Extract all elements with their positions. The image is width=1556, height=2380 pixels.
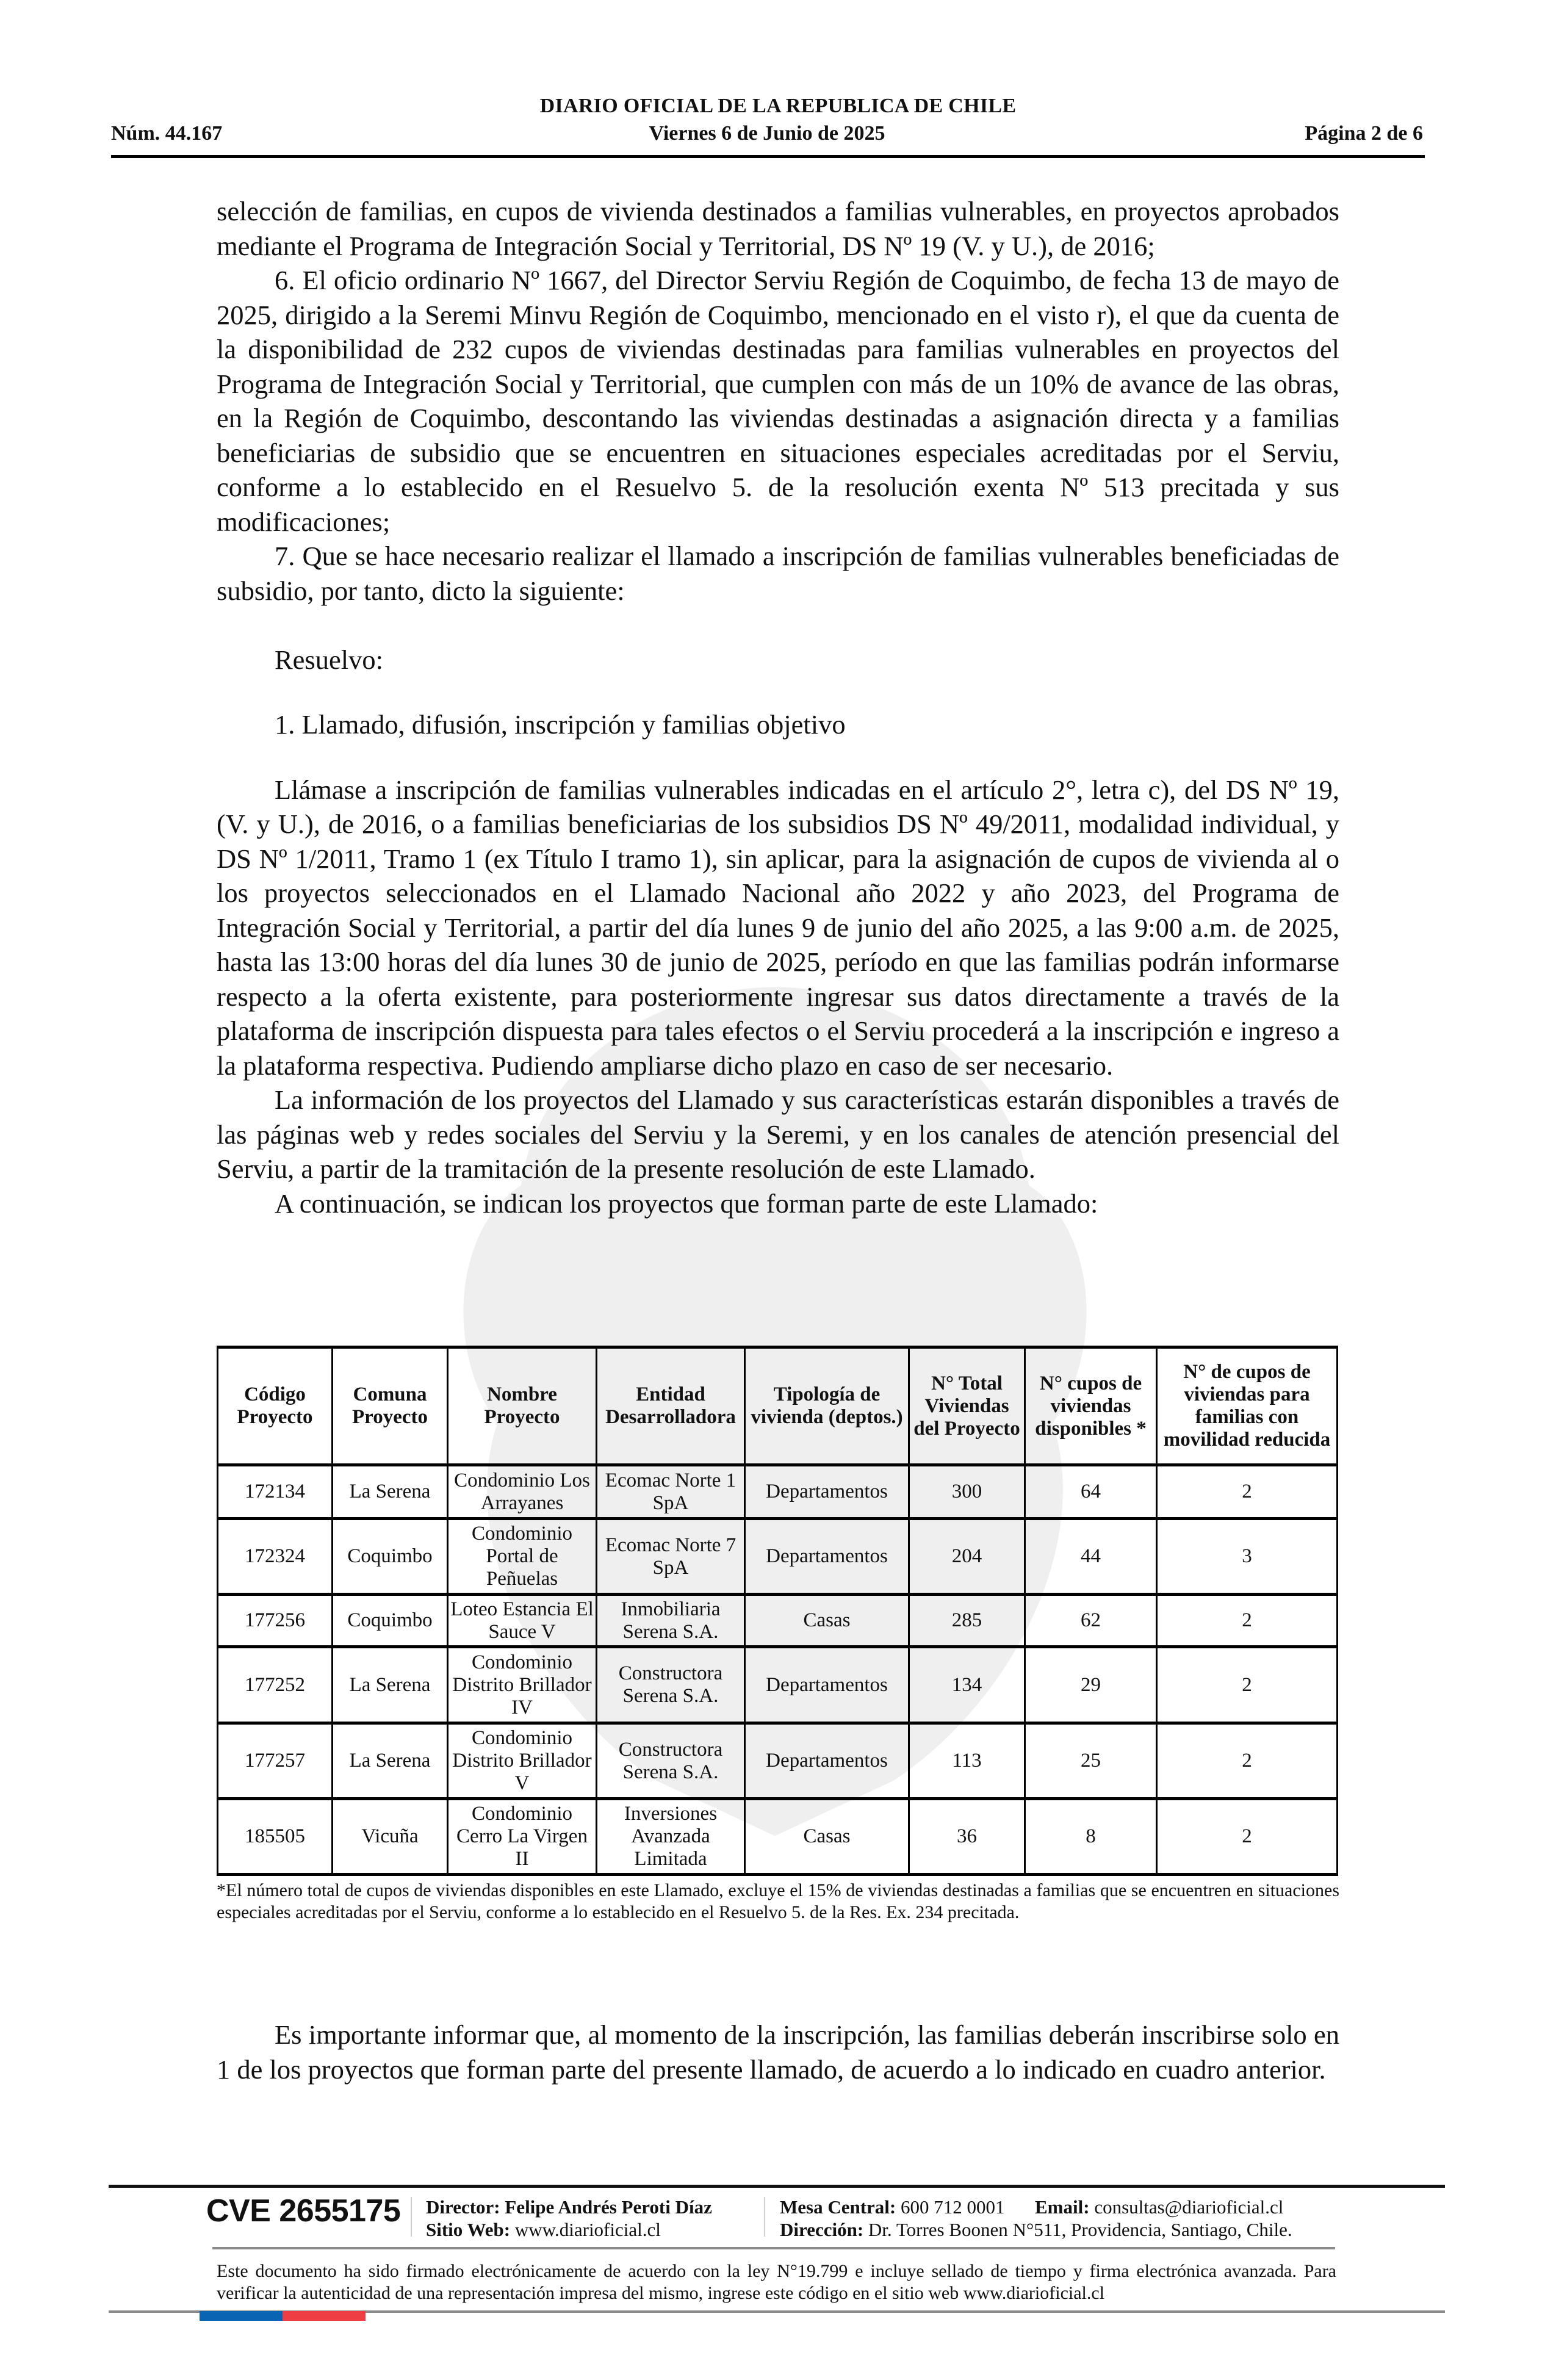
table-row bbox=[218, 1595, 1338, 1647]
cell-total: 285 bbox=[909, 1595, 1025, 1647]
cell-nombre: Condominio Cerro La Virgen II bbox=[448, 1799, 597, 1875]
footer-separator bbox=[764, 2197, 765, 2237]
col-header-tipologia: Tipología de vivienda (deptos.) bbox=[745, 1347, 909, 1465]
issue-date: Viernes 6 de Junio de 2025 bbox=[649, 122, 885, 145]
col-header-codigo: Código Proyecto bbox=[218, 1347, 333, 1465]
page-indicator: Página 2 de 6 bbox=[1305, 122, 1423, 145]
cell-nombre: Condominio Los Arrayanes bbox=[448, 1465, 597, 1519]
paragraph-seleccion: selección de familias, en cupos de vivienda destinados a familias vulnerables, en proyectos aprobados mediante el Programa de Integración Social y Territorial, DS Nº 19 (V. y U.), de 2016; bbox=[217, 196, 1339, 261]
cell-movilidad: 2 bbox=[1157, 1799, 1338, 1875]
table-row bbox=[218, 1519, 1338, 1595]
director-name: Felipe Andrés Peroti Díaz bbox=[505, 2196, 712, 2218]
document-body bbox=[217, 194, 1339, 1221]
cell-comuna: Coquimbo bbox=[333, 1519, 448, 1595]
cell-tipologia: Casas bbox=[745, 1595, 909, 1647]
address-label: Dirección: bbox=[780, 2219, 864, 2240]
cell-entidad: Ecomac Norte 1 SpA bbox=[597, 1465, 745, 1519]
cell-total: 36 bbox=[909, 1799, 1025, 1875]
cell-total: 113 bbox=[909, 1723, 1025, 1799]
cell-movilidad: 2 bbox=[1157, 1465, 1338, 1519]
resuelvo-heading: Resuelvo: bbox=[275, 644, 383, 675]
cell-codigo: 177257 bbox=[218, 1723, 333, 1799]
director-label: Director: bbox=[426, 2196, 500, 2218]
flag-bar-blue bbox=[200, 2311, 283, 2321]
cell-nombre: Loteo Estancia El Sauce V bbox=[448, 1595, 597, 1647]
closing-body bbox=[217, 2018, 1339, 2086]
cell-entidad: Constructora Serena S.A. bbox=[597, 1647, 745, 1723]
table-row bbox=[218, 1465, 1338, 1519]
cell-nombre: Condominio Portal de Peñuelas bbox=[448, 1519, 597, 1595]
publication-title: DIARIO OFICIAL DE LA REPUBLICA DE CHILE bbox=[539, 95, 1017, 117]
paragraph-considerando-6: 6. El oficio ordinario Nº 1667, del Director Serviu Región de Coquimbo, de fecha 13 de mayo de 2025, dirigido a la Seremi Minvu Región de Coquimbo, mencionado en el visto r), el que da cuenta de la disponibilidad de 232 cupos de viviendas destinadas para familias vulnerables en proyectos del Programa de Integración Social y Territorial, que cumplen con más de un 10% de avance de las obras, en la Región de Coquimbo, descontando las viviendas destinadas a asignación directa y a familias beneficiarias de subsidio que se encuentren en situaciones especiales acreditadas por el Serviu, conforme a lo establecido en el Resuelvo 5. de la resolución exenta Nº 513 precitada y sus modificaciones; bbox=[217, 265, 1339, 537]
table-row bbox=[218, 1647, 1338, 1723]
cell-cupos: 29 bbox=[1025, 1647, 1157, 1723]
cell-comuna: La Serena bbox=[333, 1723, 448, 1799]
table-header-row bbox=[218, 1347, 1338, 1465]
cell-movilidad: 2 bbox=[1157, 1595, 1338, 1647]
cell-total: 300 bbox=[909, 1465, 1025, 1519]
cell-comuna: Vicuña bbox=[333, 1799, 448, 1875]
paragraph-llamase: Llámase a inscripción de familias vulnerables indicadas en el artículo 2°, letra c), del DS Nº 19, (V. y U.), de 2016, o a familias beneficiarias de los subsidios DS Nº 49/2011, modalidad individual, y DS Nº 1/2011, Tramo 1 (ex Título I tramo 1), sin aplicar, para la asignación de cupos de vivienda al o los proyectos seleccionados en el Llamado Nacional año 2022 y año 2023, del Programa de Integración Social y Territorial, a partir del día lunes 9 de junio del año 2025, a las 9:00 a.m. de 2025, hasta las 13:00 horas del día lunes 30 de junio de 2025, período en que las familias podrán informarse respecto a la oferta existente, para posteriormente ingresar sus datos directamente a través de la plataforma de inscripción dispuesta para tales efectos o el Serviu procederá a la inscripción e ingreso a la plataforma respectiva. Pudiendo ampliarse dicho plazo en caso de ser necesario. bbox=[217, 774, 1339, 1081]
projects-table bbox=[217, 1346, 1338, 1876]
cell-cupos: 8 bbox=[1025, 1799, 1157, 1875]
cell-tipologia: Departamentos bbox=[745, 1723, 909, 1799]
cell-movilidad: 3 bbox=[1157, 1519, 1338, 1595]
phone-label: Mesa Central: bbox=[780, 2196, 896, 2218]
website-label: Sitio Web: bbox=[426, 2219, 511, 2240]
address-value: Dr. Torres Boonen N°511, Providencia, Santiago, Chile. bbox=[868, 2219, 1292, 2240]
cell-entidad: Ecomac Norte 7 SpA bbox=[597, 1519, 745, 1595]
cell-comuna: Coquimbo bbox=[333, 1595, 448, 1647]
header-divider bbox=[111, 155, 1425, 158]
footer-separator bbox=[411, 2197, 412, 2237]
col-header-entidad: Entidad Desarrolladora bbox=[597, 1347, 745, 1465]
cell-comuna: La Serena bbox=[333, 1465, 448, 1519]
cell-tipologia: Departamentos bbox=[745, 1465, 909, 1519]
flag-bar-red bbox=[283, 2311, 366, 2321]
col-header-cupos-movilidad: N° de cupos de viviendas para familias con movilidad reducida bbox=[1157, 1347, 1338, 1465]
cell-nombre: Condominio Distrito Brillador IV bbox=[448, 1647, 597, 1723]
cell-codigo: 177256 bbox=[218, 1595, 333, 1647]
email-label: Email: bbox=[1035, 2196, 1090, 2218]
cell-movilidad: 2 bbox=[1157, 1647, 1338, 1723]
website-link[interactable]: www.diarioficial.cl bbox=[514, 2219, 661, 2240]
cell-total: 204 bbox=[909, 1519, 1025, 1595]
paragraph-considerando-7: 7. Que se hace necesario realizar el llamado a inscripción de familias vulnerables beneficiadas de subsidio, por tanto, dicto la siguiente: bbox=[217, 541, 1339, 606]
email-link[interactable]: consultas@diarioficial.cl bbox=[1094, 2196, 1284, 2218]
cell-cupos: 64 bbox=[1025, 1465, 1157, 1519]
cell-cupos: 25 bbox=[1025, 1723, 1157, 1799]
cell-codigo: 177252 bbox=[218, 1647, 333, 1723]
cell-codigo: 172134 bbox=[218, 1465, 333, 1519]
cve-code: CVE 2655175 bbox=[206, 2193, 401, 2229]
cell-cupos: 44 bbox=[1025, 1519, 1157, 1595]
table-row bbox=[218, 1799, 1338, 1875]
cell-cupos: 62 bbox=[1025, 1595, 1157, 1647]
table-row bbox=[218, 1723, 1338, 1799]
cell-movilidad: 2 bbox=[1157, 1723, 1338, 1799]
col-header-total-viviendas: N° Total Viviendas del Proyecto bbox=[909, 1347, 1025, 1465]
col-header-comuna: Comuna Proyecto bbox=[333, 1347, 448, 1465]
issue-number: Núm. 44.167 bbox=[111, 122, 223, 145]
section-1-title: 1. Llamado, difusión, inscripción y familias objetivo bbox=[275, 709, 846, 740]
cell-codigo: 172324 bbox=[218, 1519, 333, 1595]
footer-divider-top bbox=[109, 2185, 1445, 2188]
cell-tipologia: Casas bbox=[745, 1799, 909, 1875]
cell-entidad: Inmobiliaria Serena S.A. bbox=[597, 1595, 745, 1647]
cell-tipologia: Departamentos bbox=[745, 1647, 909, 1723]
paragraph-informacion: La información de los proyectos del Llamado y sus características estarán disponibles a través de las páginas web y redes sociales del Serviu y la Seremi, y en los canales de atención presencial del Serviu, a partir de la tramitación de la presente resolución de este Llamado. bbox=[217, 1084, 1339, 1184]
cell-entidad: Constructora Serena S.A. bbox=[597, 1723, 745, 1799]
col-header-cupos-disponibles: N° cupos de viviendas disponibles * bbox=[1025, 1347, 1157, 1465]
footer-contact-block bbox=[780, 2196, 1292, 2241]
footer-director-block bbox=[426, 2196, 712, 2241]
cell-codigo: 185505 bbox=[218, 1799, 333, 1875]
col-header-nombre: Nombre Proyecto bbox=[448, 1347, 597, 1465]
legal-notice: Este documento ha sido firmado electrónicamente de acuerdo con la ley N°19.799 e incluye sellado de tiempo y firma electrónica avanzada. Para verificar la autenticidad de una representación impresa del mismo, ingrese este código en el sitio web www.diarioficial.cl bbox=[217, 2261, 1336, 2303]
footer-divider-middle bbox=[212, 2247, 1335, 2249]
cell-total: 134 bbox=[909, 1647, 1025, 1723]
cell-nombre: Condominio Distrito Brillador V bbox=[448, 1723, 597, 1799]
paragraph-importante: Es importante informar que, al momento de la inscripción, las familias deberán inscribirse solo en 1 de los proyectos que forman parte del presente llamado, de acuerdo a lo indicado en cuadro anterior. bbox=[217, 2019, 1339, 2085]
cell-comuna: La Serena bbox=[333, 1647, 448, 1723]
table-footnote: *El número total de cupos de viviendas disponibles en este Llamado, excluye el 15% de viviendas destinadas a familias que se encuentren en situaciones especiales acreditadas por el Serviu, conforme a lo establecido en el Resuelvo 5. de la Res. Ex. 234 precitada. bbox=[217, 1880, 1339, 1922]
phone-number: 600 712 0001 bbox=[901, 2196, 1005, 2218]
cell-tipologia: Departamentos bbox=[745, 1519, 909, 1595]
paragraph-continuacion: A continuación, se indican los proyectos que forman parte de este Llamado: bbox=[275, 1188, 1098, 1219]
cell-entidad: Inversiones Avanzada Limitada bbox=[597, 1799, 745, 1875]
